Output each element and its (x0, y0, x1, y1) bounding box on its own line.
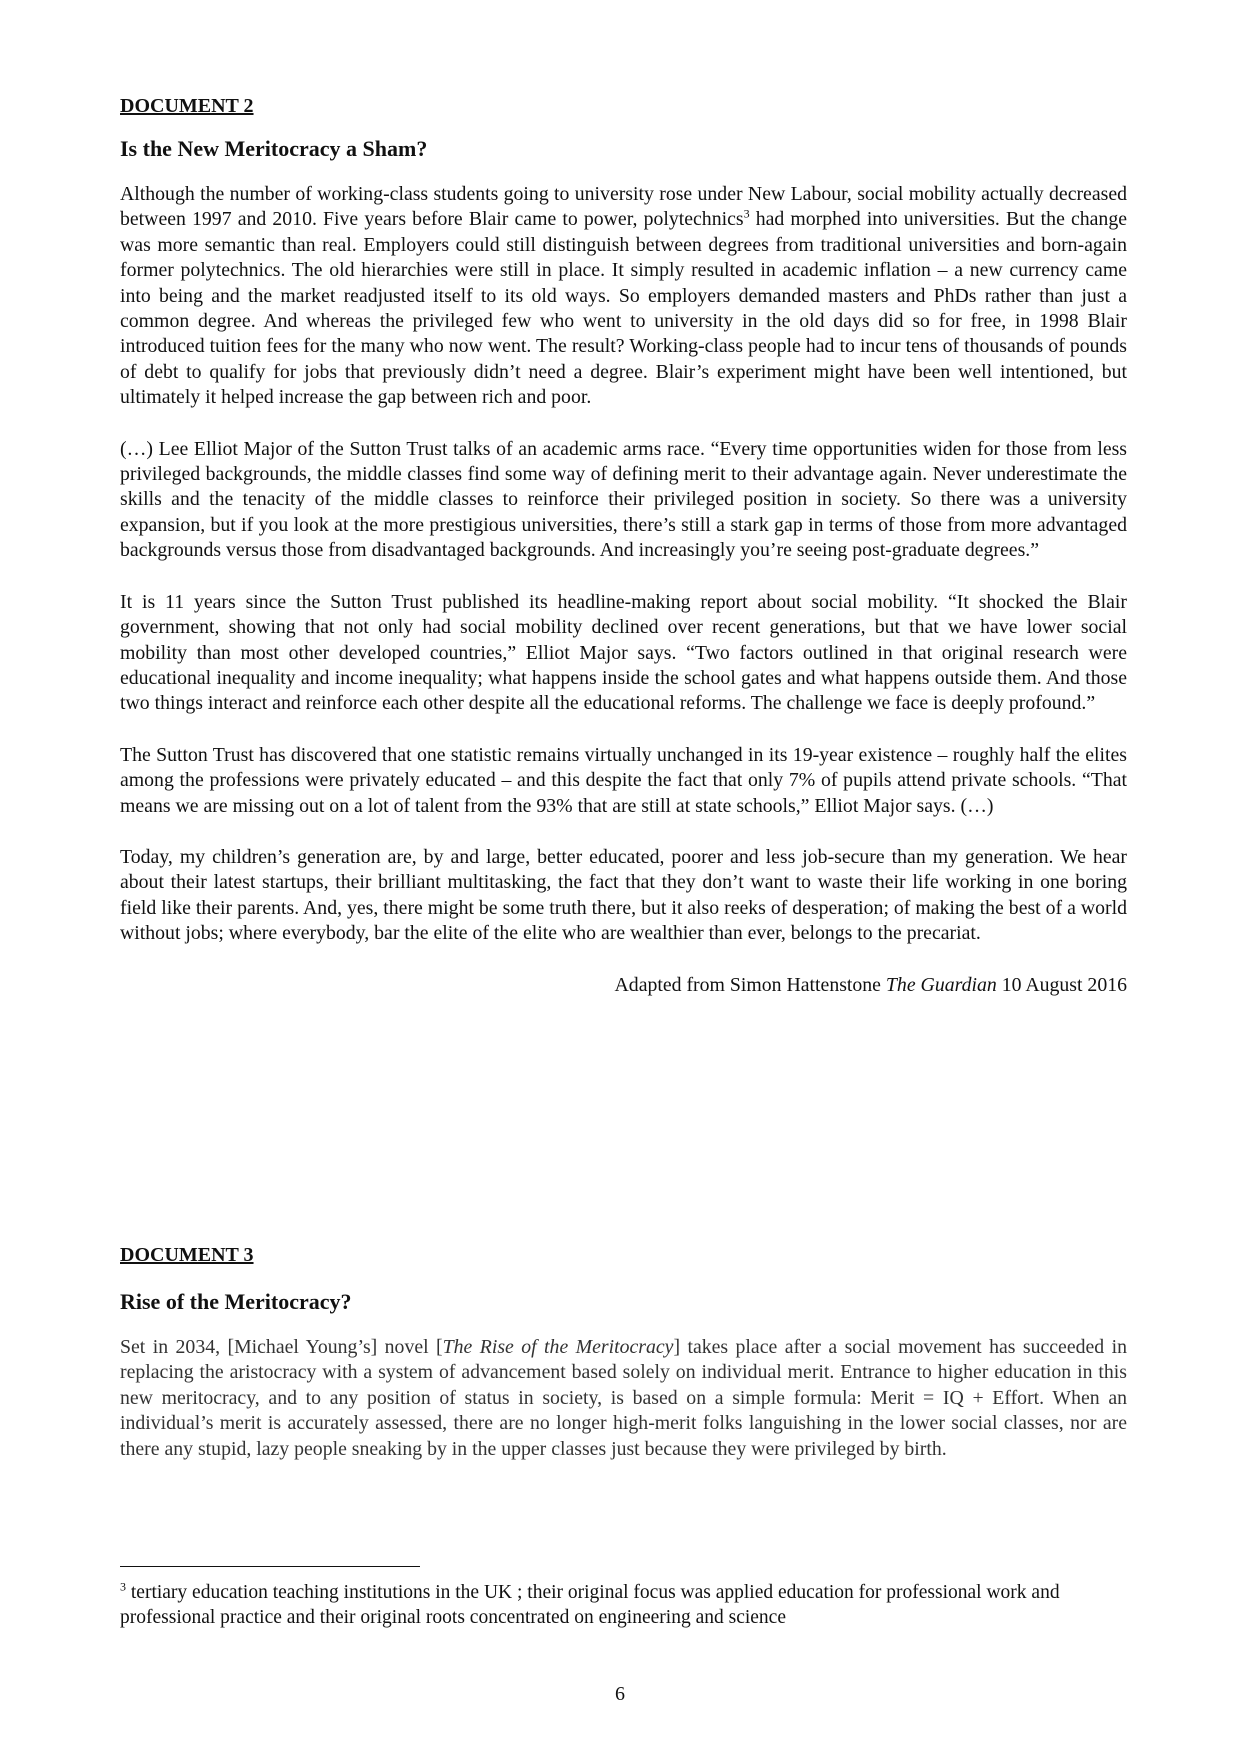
document-2-paragraph-4: The Sutton Trust has discovered that one statistic remains virtually unchanged in its 19-year existence – roughly half the elites among the professions were privately educated – and this despite the fact that only 7% of pupils attend private schools. “That means we are missing out on a lot of talent from the 93% that are still at state schools,” Elliot Major says. (…) (120, 743, 1127, 817)
paragraph-text: ] takes place after a social movement has succeeded in replacing the aristocracy with a system of advancement based solely on individual merit. Entrance to higher education in this new meritocracy, and to any position of status in society, is based on a simple formula: Merit = IQ + Effort. When an individual’s merit is accurately assessed, there are no longer high-merit folks languishing in the lower social classes, nor are there any stupid, lazy people sneaking by in the upper classes just because they were privileged by birth. (120, 1336, 1127, 1460)
document-2-paragraph-1 (120, 182, 1127, 411)
novel-title: The Rise of the Meritocracy (442, 1336, 674, 1358)
document-2-paragraph-3: It is 11 years since the Sutton Trust published its headline-making report about social mobility. “It shocked the Blair government, showing that not only had social mobility declined over recent generations, but that we have lower social mobility than most other developed countries,” Elliot Major says. “Two factors outlined in that original research were educational inequality and income inequality; what happens inside the school gates and what happens outside them. And those two things interact and reinforce each other despite all the educational reforms. The challenge we face is deeply profound.” (120, 590, 1127, 715)
footnote (120, 1580, 1127, 1630)
source-date: 10 August 2016 (996, 973, 1127, 996)
document-2-title: Is the New Meritocracy a Sham? (120, 136, 428, 161)
source-publication: The Guardian (885, 973, 997, 996)
footnote-reference: 3 (743, 206, 750, 221)
document-2-paragraph-2: (…) Lee Elliot Major of the Sutton Trust talks of an academic arms race. “Every time opportunities widen for those from less privileged backgrounds, the middle classes find some way of defining merit to their advantage again. Never underestimate the skills and the tenacity of the middle classes to reinforce their privileged position in society. So there was a university expansion, but if you look at the more prestigious universities, there’s still a stark gap in terms of those from more advantaged backgrounds versus those from disadvantaged backgrounds. And increasingly you’re seeing post-graduate degrees.” (120, 437, 1127, 562)
paragraph-text: Set in 2034, [Michael Young’s] novel [ (120, 1336, 443, 1358)
document-3-paragraph-1 (120, 1335, 1127, 1462)
document-2-source (120, 973, 1127, 998)
document-2-paragraph-5: Today, my children’s generation are, by and large, better educated, poorer and less job-secure than my generation. We hear about their latest startups, their brilliant multitasking, the fact that they don’t want to waste their life working in one boring field like their parents. And, yes, there might be some truth there, but it also reeks of desperation; of making the best of a world without jobs; where everybody, bar the elite of the elite who are wealthier than ever, belongs to the precariat. (120, 845, 1127, 945)
paragraph-text: had morphed into universities. But the change was more semantic than real. Employers could still distinguish between degrees from traditional universities and born-again former polytechnics. The old hierarchies were still in place. It simply resulted in academic inflation – a new currency came into being and the market readjusted itself to its old ways. So employers demanded masters and PhDs rather than just a common degree. And whereas the privileged few who went to university in the old days did so for free, in 1998 Blair introduced tuition fees for the many who now went. The result? Working-class people had to incur tens of thousands of pounds of debt to qualify for jobs that previously didn’t need a degree. Blair’s experiment might have been well intentioned, but ultimately it helped increase the gap between rich and poor. (120, 208, 1127, 409)
source-prefix: Adapted from Simon Hattenstone (614, 973, 886, 996)
document-3-section (120, 1243, 1127, 1488)
page-number: 6 (615, 1683, 625, 1705)
footnote-divider (120, 1566, 420, 1567)
footnote-text: tertiary education teaching institutions in the UK ; their original focus was applied education for professional work and professional practice and their original roots concentrated on engineering and science (120, 1582, 1060, 1628)
paragraph-text: Although the number of working-class students going to university rose under New Labour, social mobility actually decreased between 1997 and 2010. Five years before Blair came to power, polytechnics (120, 183, 1127, 231)
document-2-section (120, 94, 1127, 998)
document-3-label: DOCUMENT 3 (120, 1244, 254, 1266)
document-2-label: DOCUMENT 2 (120, 95, 254, 117)
document-3-title: Rise of the Meritocracy? (120, 1289, 352, 1314)
footnote-marker: 3 (120, 1579, 126, 1594)
